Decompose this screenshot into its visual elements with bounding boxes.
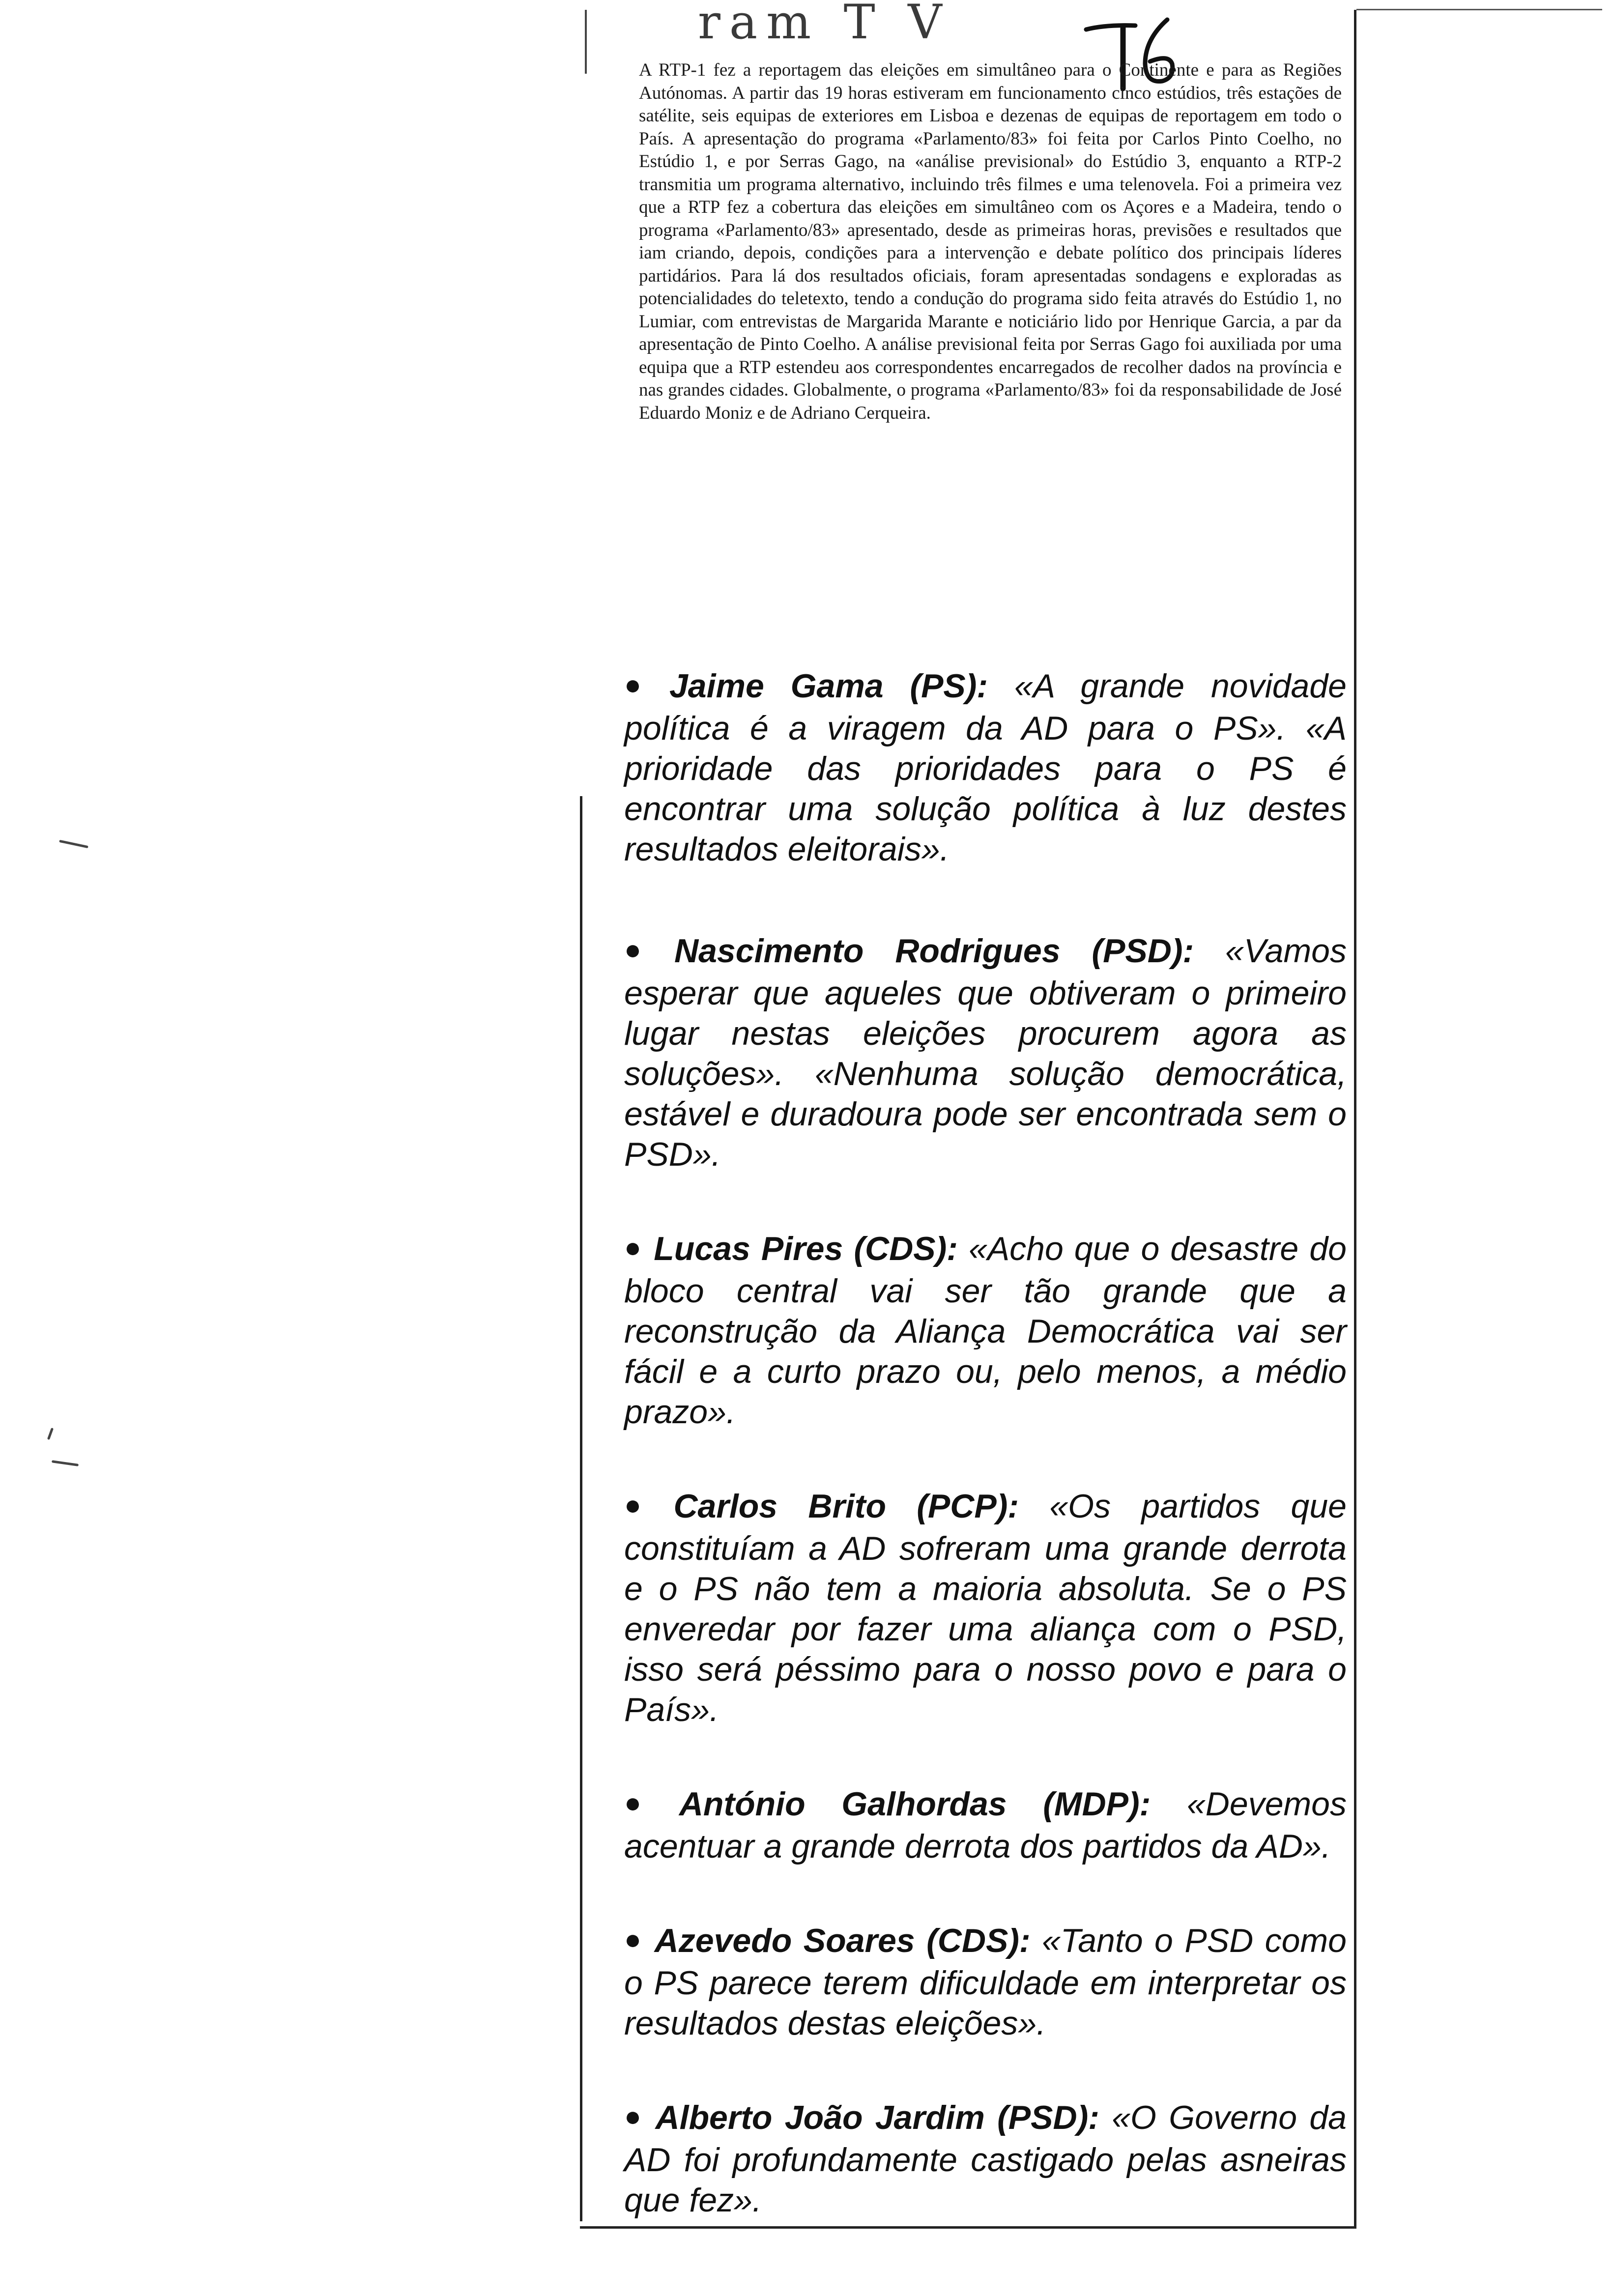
quote-speaker: Carlos Brito (PCP): — [673, 1488, 1019, 1525]
quote-alberto-joao-jardim — [624, 2097, 1347, 2220]
quote-antonio-galhordas — [624, 1784, 1347, 1866]
quote-lucas-pires — [624, 1229, 1347, 1432]
quote-speaker: Lucas Pires (CDS): — [654, 1230, 958, 1267]
quotes-list — [624, 666, 1347, 2220]
quote-text: «O Governo da AD foi profundamente castigado pelas asneiras que fez». — [624, 2099, 1347, 2219]
clipping-edge-bottom — [580, 2226, 1356, 2229]
clipping-edge-top — [1356, 9, 1602, 10]
quote-text: «Vamos esperar que aqueles que obtiveram o primeiro lugar nestas eleições procurem agora as soluções». «Nenhuma solução democrática, estável e duradoura pode ser encontrada sem o PSD». — [624, 932, 1347, 1173]
clipping-edge-left-top — [585, 10, 587, 74]
clipping-edge-left — [580, 796, 582, 2221]
bullet-icon: ● — [624, 1923, 644, 1955]
bullet-icon: ● — [624, 1787, 668, 1819]
scan-speck — [59, 840, 88, 848]
header-fragment: ram T V — [698, 0, 951, 50]
quote-text: «Tanto o PSD como o PS parece terem dificuldade em interpretar os resultados destas eleições». — [624, 1922, 1347, 2042]
quote-speaker: António Galhordas (MDP): — [679, 1785, 1151, 1823]
quote-nascimento-rodrigues — [624, 931, 1347, 1175]
quote-speaker: Nascimento Rodrigues (PSD): — [674, 932, 1194, 970]
quote-speaker: Alberto João Jardim (PSD): — [655, 2099, 1099, 2136]
quote-speaker: Azevedo Soares (CDS): — [654, 1922, 1031, 1959]
quote-azevedo-soares — [624, 1921, 1347, 2043]
quote-speaker: Jaime Gama (PS): — [669, 667, 988, 705]
bullet-icon: ● — [624, 1232, 643, 1263]
bullet-icon: ● — [624, 2100, 645, 2132]
quote-text: «Acho que o desastre do bloco central vai ser tão grande que a reconstrução da Aliança Democrática vai ser fácil e a curto prazo ou, pelo menos, a médio prazo». — [624, 1230, 1347, 1431]
clipping-edge-right — [1354, 10, 1356, 2226]
bullet-icon: ● — [624, 669, 659, 701]
quote-text: «Os partidos que constituíam a AD sofreram uma grande derrota e o PS não tem a maioria absoluta. Se o PS enveredar por fazer uma aliança com o PSD, isso será péssimo para o nosso povo e para o País». — [624, 1488, 1347, 1728]
bullet-icon: ● — [624, 1489, 663, 1521]
article-intro: A RTP-1 fez a reportagem das eleições em simultâneo para o Continente e para as Regiões Autónomas. A partir das 19 horas estiveram em funcionamento cinco estúdios, três estações de satélite, seis equipas de exteriores em Lisboa e dezenas de equipas de reportagem em todo o País. A apresentação do programa «Parlamento/83» foi feita por Carlos Pinto Coelho, no Estúdio 1, e por Serras Gago, na «análise previsional» do Estúdio 3, enquanto a RTP-2 transmitia um programa alternativo, incluindo três filmes e uma telenovela. Foi a primeira vez que a RTP fez a cobertura das eleições em simultâneo com os Açores e a Madeira, tendo o programa «Parlamento/83» apresentado, desde as primeiras horas, previsões e resultados que iam criando, depois, condições para a intervenção e debate político dos principais líderes partidários. Para lá dos resultados oficiais, foram apresentadas sondagens e exploradas as potencialidades do teletexto, tendo a condução do programa sido feita através do Estúdio 1, no Lumiar, com entrevistas de Margarida Marante e noticiário lido por Henrique Garcia, a par da apresentação de Pinto Coelho. A análise previsional feita por Serras Gago foi auxiliada por uma equipa que a RTP estendeu aos correspondentes encarregados de recolher dados na província e nas grandes cidades. Globalmente, o programa «Parlamento/83» foi da responsabilidade de José Eduardo Moniz e de Adriano Cerqueira. — [639, 60, 1342, 423]
scan-speck — [47, 1428, 54, 1440]
quote-carlos-brito — [624, 1486, 1347, 1730]
quote-jaime-gama — [624, 666, 1347, 869]
quote-text: «A grande novidade política é a viragem da AD para o PS». «A prioridade das prioridades para o PS é encontrar uma solução política à luz destes resultados eleitorais». — [624, 667, 1347, 868]
quote-text: «Devemos acentuar a grande derrota dos partidos da AD». — [624, 1785, 1347, 1865]
scan-speck — [52, 1460, 79, 1466]
bullet-icon: ● — [624, 934, 663, 966]
